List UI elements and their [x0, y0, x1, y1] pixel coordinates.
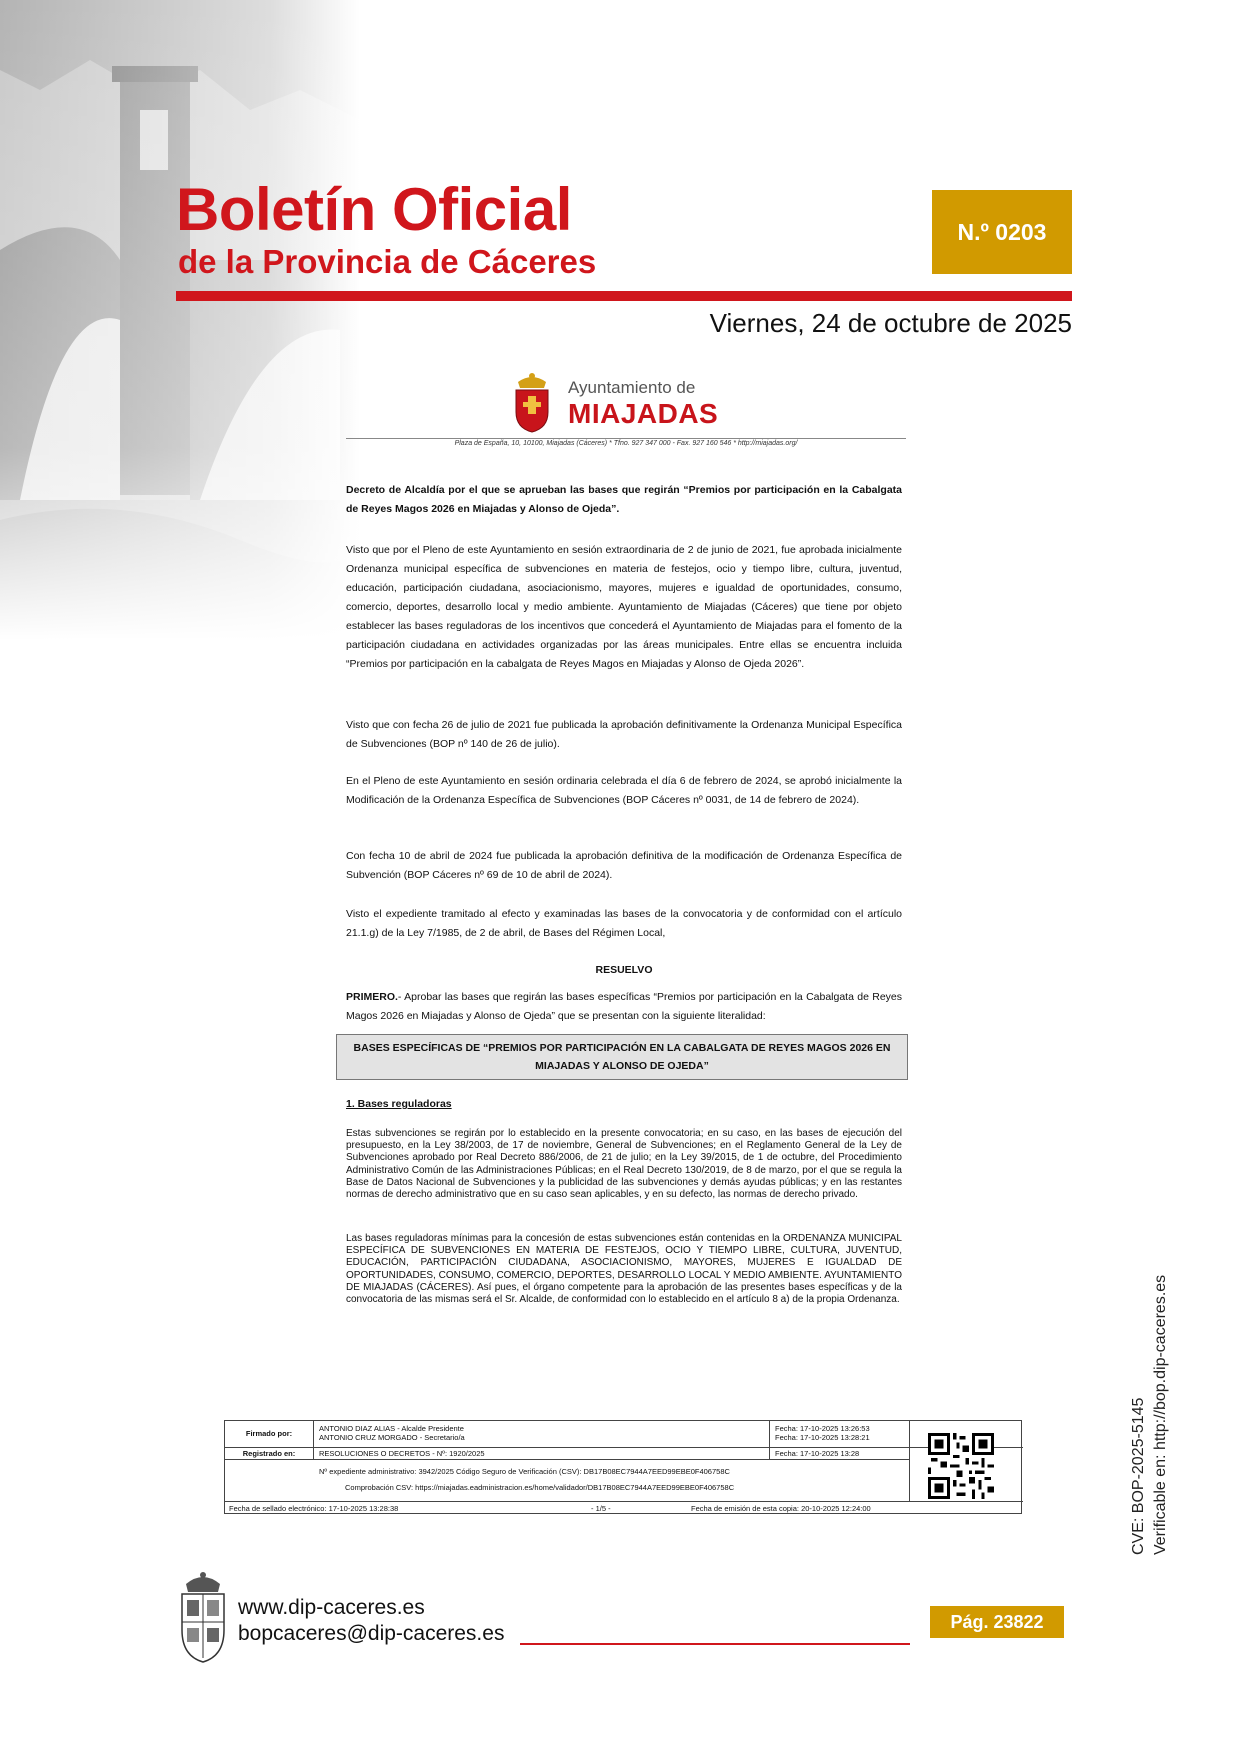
page-number-badge: Pág. 23822 — [930, 1606, 1064, 1638]
copy-issue-date: Fecha de emisión de esta copia: 20-10-2025 12:24:00 — [691, 1504, 871, 1513]
paragraph-3: En el Pleno de este Ayuntamiento en sesión ordinaria celebrada el día 6 de febrero de 2024, se aprobó inicialmente la Modificación de la Ordenanza Específica de Subvenciones (BOP Cáceres nº 0031, de 14 de febrero de 2024). — [346, 774, 902, 806]
footer-website-link[interactable]: www.dip-caceres.es — [238, 1596, 425, 1619]
bulletin-subtitle: de la Provincia de Cáceres — [178, 243, 597, 280]
section-paragraph-1: Estas subvenciones se regirán por lo establecido en la presente convocatoria; en su caso, en las bases de ejecución del presupuesto, en la Ley 38/2003, de 17 de noviembre, General de Subvenciones; en el Reglamento General de la Ley de Subvenciones aprobado por Real Decreto 886/2006, de 21 de julio; en la Ley 39/2015, de 1 de octubre, del Procedimiento Administrativo Común de las Administraciones Públicas; en el Real Decreto 130/2019, de 8 de marzo, por el que se regula la Base de Datos Nacional de Subvenciones y la publicidad de las subvenciones y demás ayudas públicas; y en las restantes normas de derecho administrativo que en su caso sean aplicables, y en su defecto, las normas de derecho privado. — [346, 1128, 902, 1201]
header-divider — [176, 291, 1072, 301]
issue-number-badge: N.º 0203 — [932, 190, 1072, 274]
bases-title-box: BASES ESPECÍFICAS DE “PREMIOS POR PARTICIPACIÓN EN LA CABALGATA DE REYES MAGOS 2026 EN MIAJADAS Y ALONSO DE OJEDA” — [336, 1034, 908, 1080]
header-background-photo — [0, 0, 360, 640]
signature-table — [224, 1420, 1022, 1514]
paragraph-2: Visto que con fecha 26 de julio de 2021 fue publicada la aprobación definitivamente la Ordenanza Municipal Específica de Subvenciones (BOP nº 140 de 26 de julio). — [346, 718, 902, 750]
table-rule — [769, 1421, 770, 1459]
diputacion-crest-icon — [178, 1570, 228, 1664]
table-rule — [225, 1459, 909, 1460]
footer-email-link[interactable]: bopcaceres@dip-caceres.es — [238, 1622, 505, 1645]
verification-url[interactable]: Verificable en: http://bop.dip-caceres.es — [1152, 1274, 1169, 1555]
registered-in-label: Registrado en: — [242, 1449, 296, 1458]
footer-divider — [520, 1643, 910, 1645]
signed-by-label: Firmado por: — [245, 1429, 293, 1438]
bulletin-title: Boletín Oficial — [176, 176, 572, 243]
publication-date: Viernes, 24 de octubre de 2025 — [709, 308, 1072, 338]
page-count: - 1/5 - — [591, 1504, 611, 1513]
primero-text: - Aprobar las bases que regirán las bases específicas “Premios por participación en la Cabalgata de Reyes Magos 2026 en Miajadas y Alonso de Ojeda” que se presentan con la siguiente literalidad: — [346, 990, 902, 1022]
section-heading: 1. Bases reguladoras — [346, 1098, 452, 1110]
municipality-address: Plaza de España, 10, 10100, Miajadas (Cáceres) * Tfno. 927 347 000 - Fax. 927 160 546 * http://miajadas.org/ — [454, 440, 798, 447]
resuelvo-heading: RESUELVO — [595, 963, 653, 976]
file-number-csv: Nº expediente administrativo: 3942/2025 Código Seguro de Verificación (CSV): DB17B08EC7944A7EED99EBE0F406758C — [319, 1467, 730, 1476]
table-rule — [225, 1501, 1023, 1502]
primero-paragraph — [346, 988, 902, 1026]
registry-date: Fecha: 17-10-2025 13:28 — [775, 1449, 860, 1458]
section-paragraph-2: Las bases reguladoras mínimas para la concesión de estas subvenciones están contenidas en la ORDENANZA MUNICIPAL ESPECÍFICA DE SUBVENCIONES EN MATERIA DE FESTEJOS, OCIO Y TIEMPO LIBRE, CULTURA, JUVENTUD, EDUCACIÓN, PARTICIPACIÓN CIUDADANA, ASOCIACIONISMO, MAYORES, MUJERES E IGUALDAD DE OPORTUNIDADES, CONSUMO, COMERCIO, DEPORTES, DESARROLLO LOCAL Y MEDIO AMBIENTE. AYUNTAMIENTO DE MIAJADAS (CÁCERES). Así pues, el órgano competente para la aprobación de las presentes bases específicas y de la convocatoria de las mismas será el Sr. Alcalde, de conformidad con lo establecido en el artículo 8 a) de la propia Ordenanza. — [346, 1233, 902, 1306]
cve-side-text — [1130, 1255, 1169, 1555]
signer-1: ANTONIO DIAZ ALIAS - Alcalde Presidente — [319, 1424, 464, 1433]
registry-entry: RESOLUCIONES O DECRETOS - Nº: 1920/2025 — [319, 1449, 485, 1458]
signer-1-date: Fecha: 17-10-2025 13:26:53 — [775, 1424, 870, 1433]
paragraph-5: Visto el expediente tramitado al efecto y examinadas las bases de la convocatoria y de conformidad con el artículo 21.1.g) de la Ley 7/1985, de 2 de abril, de Bases del Régimen Local, — [346, 907, 902, 939]
municipality-label: Ayuntamiento de — [568, 378, 696, 397]
primero-lead: PRIMERO. — [346, 990, 398, 1003]
municipality-name: MIAJADAS — [568, 398, 719, 429]
csv-verification-link[interactable]: Comprobación CSV: https://miajadas.eadministracion.es/home/validador/DB17B08EC7944A7EED99EBE0F406758C — [345, 1483, 735, 1492]
cve-code: CVE: BOP-2025-5145 — [1130, 1397, 1147, 1555]
decree-title: Decreto de Alcaldía por el que se aprueban las bases que regirán “Premios por participación en la Cabalgata de Reyes Magos 2026 en Miajadas y Alonso de Ojeda”. — [346, 483, 902, 515]
table-rule — [313, 1421, 314, 1459]
miajadas-crest-icon — [508, 372, 556, 434]
signer-2: ANTONIO CRUZ MORGADO - Secretario/a — [319, 1433, 465, 1442]
table-rule — [909, 1421, 910, 1501]
paragraph-4: Con fecha 10 de abril de 2024 fue publicada la aprobación definitiva de la modificación de Ordenanza Específica de Subvención (BOP Cáceres nº 69 de 10 de abril de 2024). — [346, 849, 902, 881]
table-rule — [225, 1447, 1023, 1448]
qr-code-icon[interactable] — [928, 1432, 994, 1500]
letterhead-divider — [346, 438, 906, 439]
paragraph-1: Visto que por el Pleno de este Ayuntamiento en sesión extraordinaria de 2 de junio de 2021, fue aprobada inicialmente Ordenanza municipal específica de subvenciones en materia de festejos, ocio y tiempo libre, cultura, juventud, educación, participación ciudadana, asociacionismo, mayores, mujeres e igualdad de oportunidades, consumo, comercio, deportes, desarrollo local y medio ambiente. Ayuntamiento de Miajadas (Cáceres) que tiene por objeto establecer las bases reguladoras de los incentivos que concederá el Ayuntamiento de Miajadas para el fomento de la participación ciudadana en actividades organizadas por las áreas municipales. Entre ellas se encuentra incluida “Premios por participación en la cabalgata de Reyes Magos en Miajadas y Alonso de Ojeda 2026”. — [346, 543, 902, 670]
electronic-seal-date: Fecha de sellado electrónico: 17-10-2025 13:28:38 — [229, 1504, 399, 1513]
signer-2-date: Fecha: 17-10-2025 13:28:21 — [775, 1433, 870, 1442]
